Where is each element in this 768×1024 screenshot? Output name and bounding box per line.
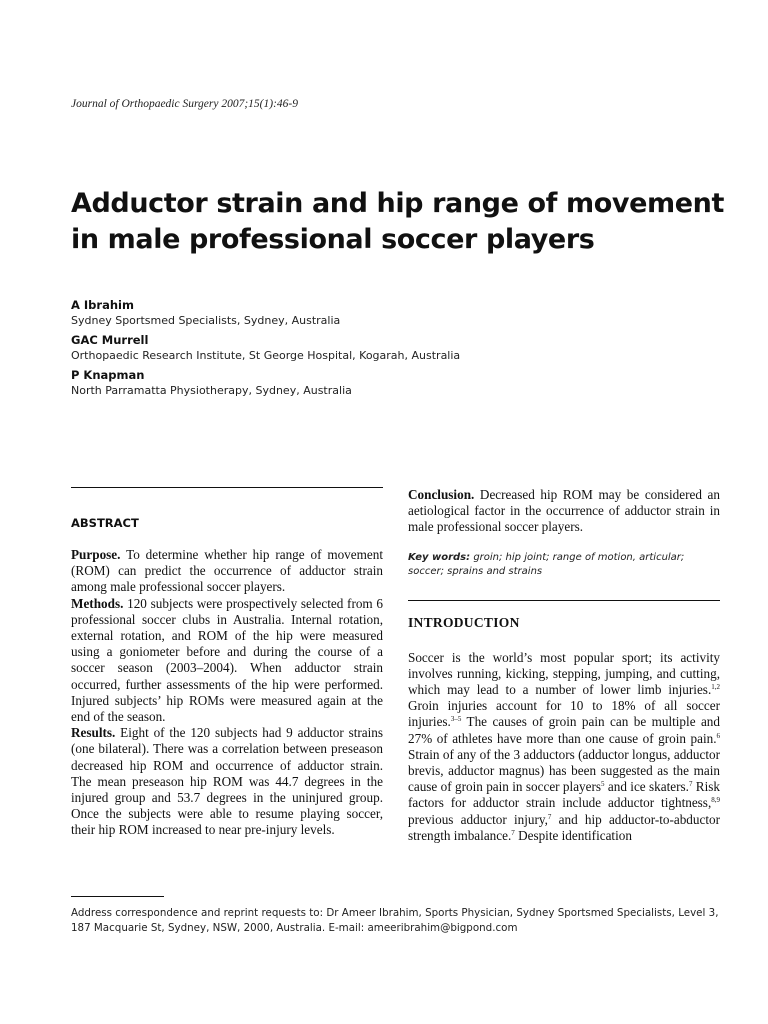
purpose-label: Purpose. — [71, 547, 121, 562]
intro-text: Risk factors for adductor strain include adductor tightness, — [408, 779, 720, 811]
citation-ref: 8,9 — [711, 796, 720, 805]
author-name: GAC Murrell — [71, 333, 149, 347]
abstract-body — [71, 547, 383, 839]
citation-ref: 1,2 — [711, 683, 720, 692]
author-affiliation: Orthopaedic Research Institute, St George Hospital, Kogarah, Australia — [71, 349, 461, 362]
intro-text: previous adductor injury, — [408, 811, 548, 827]
abstract-top-rule — [71, 487, 383, 488]
author-entry — [71, 367, 460, 399]
methods-label: Methods. — [71, 595, 124, 611]
author-entry — [71, 297, 460, 329]
keywords-text: groin; hip joint; range of motion, articular; soccer; sprains and strains — [408, 551, 685, 577]
correspondence-footnote: Address correspondence and reprint requests to: Dr Ameer Ibrahim, Sports Physician, Sydney Sportsmed Specialists, Level 3, 187 Macquarie St, Sydney, NSW, 2000, Australia. E-mail: ameeribrahim@bigpond.com — [71, 907, 719, 934]
abstract-conclusion — [408, 487, 720, 536]
author-affiliation: Sydney Sportsmed Specialists, Sydney, Australia — [71, 314, 341, 327]
abstract-heading: ABSTRACT — [71, 516, 139, 530]
citation-ref: 7 — [547, 812, 552, 821]
keywords — [408, 551, 720, 579]
intro-text: Despite identification — [514, 827, 632, 843]
introduction-top-rule — [408, 600, 720, 601]
citation-ref: 5 — [601, 780, 605, 789]
citation-ref: 7 — [688, 780, 693, 789]
author-name: A Ibrahim — [71, 298, 134, 312]
author-entry — [71, 332, 460, 364]
intro-text: Groin injuries account for 10 to 18% of all soccer injuries. — [408, 698, 720, 730]
citation-ref: 6 — [716, 731, 720, 740]
intro-text: Soccer is the world’s most popular sport; its activity involves running, kicking, stepping, jumping, and cutting, which may lead to a number of lower limb injuries. — [408, 649, 720, 698]
introduction-body — [408, 650, 720, 844]
intro-text: Strain of any of the 3 adductors (adductor longus, adductor brevis, adductor magnus) has been suggested as the main cause of groin pain in soccer players — [408, 746, 720, 795]
citation-ref: 3–5 — [450, 715, 462, 724]
methods-text: 120 subjects were prospectively selected from 6 professional soccer clubs in Australia. Internal rotation, external rotation, and ROM of the hip were measured using a goniometer before and during the course of a soccer season (2003–2004). When adductor strain occurred, further assessments of the hip were performed. Injured subjects’ hip ROMs were measured again at the end of the season. — [71, 595, 383, 725]
footnote-rule — [71, 896, 164, 897]
article-title: Adductor strain and hip range of movement in male professional soccer players — [71, 188, 724, 255]
right-column — [408, 487, 720, 844]
results-label: Results. — [71, 725, 116, 741]
author-list — [71, 297, 460, 402]
intro-text: and ice skaters. — [604, 779, 689, 795]
author-affiliation: North Parramatta Physiotherapy, Sydney, Australia — [71, 384, 352, 397]
journal-citation: Journal of Orthopaedic Surgery 2007;15(1):46-9 — [71, 98, 298, 110]
intro-text: The causes of groin pain can be multiple and 27% of athletes have more than one cause of groin pain. — [408, 714, 720, 746]
intro-text: and hip adductor-to-abductor strength imbalance. — [408, 811, 720, 843]
left-column — [71, 487, 383, 839]
results-text: Eight of the 120 subjects had 9 adductor strains (one bilateral). There was a correlation between preseason decreased hip ROM and occurrence of adductor strain. The mean preseason hip ROM was 44.7 degrees in the injured group and 53.7 degrees in the uninjured group. Once the subjects were able to resume playing soccer, their hip ROM increased to near pre-injury levels. — [71, 725, 383, 838]
purpose-text: To determine whether hip range of movement (ROM) can predict the occurrence of adductor strain among male professional soccer players. — [71, 547, 383, 595]
keywords-label: Key words: — [408, 551, 471, 563]
conclusion-label: Conclusion. — [408, 487, 475, 502]
introduction-heading: INTRODUCTION — [408, 614, 520, 630]
author-name: P Knapman — [71, 368, 145, 382]
conclusion-text: Decreased hip ROM may be considered an aetiological factor in the occurrence of adductor strain in male professional soccer players. — [408, 487, 720, 535]
citation-ref: 7 — [511, 828, 515, 837]
